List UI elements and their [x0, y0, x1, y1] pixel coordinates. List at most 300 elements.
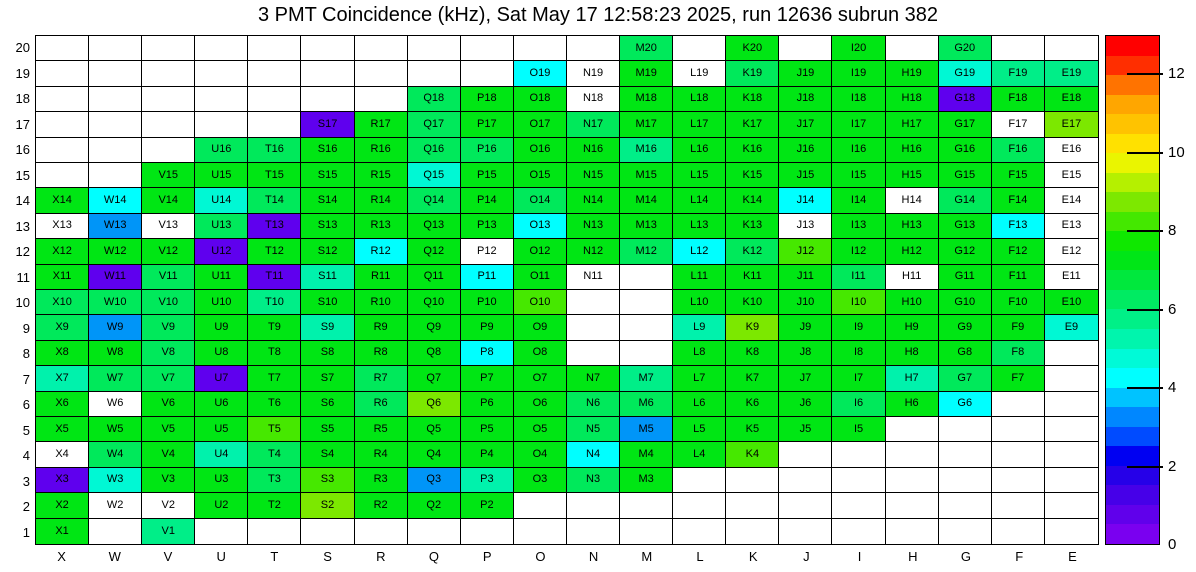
- heatmap-cell-H7: [886, 366, 939, 391]
- heatmap-cell-S1: [301, 519, 354, 544]
- heatmap-cell-U20: [195, 36, 248, 61]
- heatmap-cell-G5: [939, 417, 992, 442]
- heatmap-cell-N1: [567, 519, 620, 544]
- heatmap-cell-E11: [1045, 265, 1098, 290]
- heatmap-cell-K8: [726, 341, 779, 366]
- heatmap-cell-Q1: [408, 519, 461, 544]
- heatmap-cell-L17: [673, 112, 726, 137]
- cell-label: E17: [1061, 117, 1082, 130]
- heatmap-cell-X2: [36, 493, 89, 518]
- x-tick-label-V: V: [163, 549, 173, 564]
- heatmap-cell-E1: [1045, 519, 1098, 544]
- cell-label: R2: [373, 498, 388, 511]
- heatmap-cell-H3: [886, 468, 939, 493]
- heatmap-cell-E18: [1045, 87, 1098, 112]
- cell-label: R8: [373, 346, 388, 359]
- heatmap-cell-R16: [355, 138, 408, 163]
- cell-label: O19: [529, 67, 551, 80]
- heatmap-cell-I11: [832, 265, 885, 290]
- heatmap-cell-O15: [514, 163, 567, 188]
- cell-label: E16: [1061, 143, 1082, 156]
- colorbar-band: [1106, 407, 1159, 427]
- y-tick-label-12: 12: [15, 244, 30, 260]
- heatmap-cell-I19: [832, 61, 885, 86]
- colorbar-band: [1106, 231, 1159, 251]
- heatmap-cell-V15: [142, 163, 195, 188]
- colorbar-tick-label-4: 4: [1168, 379, 1177, 397]
- y-tick-label-9: 9: [22, 320, 30, 336]
- colorbar-band: [1106, 505, 1159, 525]
- heatmap-cell-H6: [886, 392, 939, 417]
- heatmap-cell-U9: [195, 315, 248, 340]
- heatmap-cell-J13: [779, 214, 832, 239]
- heatmap-cell-U4: [195, 442, 248, 467]
- cell-label: V13: [158, 219, 179, 232]
- heatmap-cell-K3: [726, 468, 779, 493]
- heatmap-cell-J4: [779, 442, 832, 467]
- heatmap-cell-S10: [301, 290, 354, 315]
- cell-label: H18: [901, 92, 922, 105]
- cell-label: G20: [954, 41, 976, 54]
- heatmap-cell-T20: [248, 36, 301, 61]
- heatmap-cell-K20: [726, 36, 779, 61]
- cell-label: N11: [583, 270, 603, 283]
- heatmap-cell-L8: [673, 341, 726, 366]
- heatmap-cell-K1: [726, 519, 779, 544]
- cell-label: J13: [796, 219, 815, 232]
- cell-label: U10: [211, 295, 232, 308]
- cell-label: H8: [904, 346, 919, 359]
- heatmap-cell-H11: [886, 265, 939, 290]
- cell-label: W5: [106, 422, 124, 435]
- heatmap-cell-F2: [992, 493, 1045, 518]
- heatmap-cell-T15: [248, 163, 301, 188]
- heatmap-cell-L7: [673, 366, 726, 391]
- cell-label: J12: [796, 244, 815, 257]
- cell-label: E13: [1061, 219, 1082, 232]
- heatmap-cell-O1: [514, 519, 567, 544]
- heatmap-cell-M11: [620, 265, 673, 290]
- heatmap-cell-H10: [886, 290, 939, 315]
- heatmap-cell-U19: [195, 61, 248, 86]
- cell-label: O5: [532, 422, 548, 435]
- cell-label: L8: [693, 346, 706, 359]
- cell-label: R11: [370, 270, 391, 283]
- cell-label: E15: [1061, 168, 1082, 181]
- heatmap-cell-M19: [620, 61, 673, 86]
- heatmap-cell-O6: [514, 392, 567, 417]
- heatmap-cell-W13: [89, 214, 142, 239]
- cell-label: E10: [1061, 295, 1082, 308]
- heatmap-cell-R20: [355, 36, 408, 61]
- y-tick-label-1: 1: [22, 524, 30, 540]
- heatmap-cell-P10: [461, 290, 514, 315]
- heatmap-cell-F1: [992, 519, 1045, 544]
- heatmap-cell-Q9: [408, 315, 461, 340]
- cell-label: V6: [161, 397, 175, 410]
- heatmap-cell-U16: [195, 138, 248, 163]
- cell-label: G17: [954, 117, 976, 130]
- heatmap-cell-P17: [461, 112, 514, 137]
- heatmap-cell-V16: [142, 138, 195, 163]
- cell-label: P4: [480, 448, 494, 461]
- cell-label: S8: [320, 346, 335, 359]
- heatmap-cell-F15: [992, 163, 1045, 188]
- heatmap-cell-X16: [36, 138, 89, 163]
- heatmap-cell-J9: [779, 315, 832, 340]
- heatmap-cell-O13: [514, 214, 567, 239]
- heatmap-cell-G15: [939, 163, 992, 188]
- cell-label: U14: [211, 194, 232, 207]
- cell-label: N19: [582, 67, 604, 80]
- cell-label: N16: [582, 143, 604, 156]
- cell-label: R17: [370, 117, 391, 130]
- y-tick-label-17: 17: [15, 116, 30, 132]
- heatmap-cell-Q14: [408, 188, 461, 213]
- y-tick-label-8: 8: [22, 346, 30, 362]
- heatmap-cell-Q16: [408, 138, 461, 163]
- cell-label: Q8: [426, 346, 442, 359]
- heatmap-cell-F18: [992, 87, 1045, 112]
- cell-label: U4: [214, 448, 229, 461]
- cell-label: X2: [55, 498, 69, 511]
- heatmap-cell-E19: [1045, 61, 1098, 86]
- heatmap-cell-W16: [89, 138, 142, 163]
- heatmap-cell-Q19: [408, 61, 461, 86]
- cell-label: T15: [264, 168, 284, 181]
- heatmap-cell-W8: [89, 341, 142, 366]
- cell-label: S17: [317, 117, 338, 130]
- heatmap-cell-J3: [779, 468, 832, 493]
- x-tick-label-P: P: [482, 549, 492, 564]
- x-tick-label-U: U: [216, 549, 226, 564]
- cell-label: Q4: [426, 448, 442, 461]
- cell-label: T9: [268, 321, 281, 334]
- colorbar-tick-label-10: 10: [1168, 143, 1185, 161]
- heatmap-cell-I12: [832, 239, 885, 264]
- cell-label: I6: [853, 397, 864, 410]
- x-tick-label-Q: Q: [428, 549, 440, 564]
- cell-label: G12: [954, 244, 976, 257]
- heatmap-cell-I13: [832, 214, 885, 239]
- cell-label: I19: [850, 67, 867, 80]
- cell-label: O11: [529, 270, 550, 283]
- cell-label: W3: [106, 473, 124, 486]
- cell-label: K5: [745, 422, 760, 435]
- colorbar-band: [1106, 290, 1159, 310]
- cell-label: G18: [954, 92, 976, 105]
- colorbar-band: [1106, 309, 1159, 329]
- cell-label: I17: [850, 117, 867, 130]
- heatmap-cell-Q18: [408, 87, 461, 112]
- colorbar-band: [1106, 56, 1159, 76]
- cell-label: E18: [1061, 92, 1082, 105]
- heatmap-cell-P12: [461, 239, 514, 264]
- heatmap-cell-I16: [832, 138, 885, 163]
- heatmap-cell-Q4: [408, 442, 461, 467]
- cell-label: J14: [796, 194, 815, 207]
- heatmap-cell-Q10: [408, 290, 461, 315]
- heatmap-cell-R5: [355, 417, 408, 442]
- heatmap-cell-R6: [355, 392, 408, 417]
- cell-label: Q14: [423, 194, 445, 207]
- heatmap-cell-Q12: [408, 239, 461, 264]
- heatmap-cell-S16: [301, 138, 354, 163]
- cell-label: W8: [106, 346, 124, 359]
- cell-label: P5: [480, 422, 494, 435]
- cell-label: I8: [853, 346, 864, 359]
- cell-label: X11: [52, 270, 72, 283]
- cell-label: S4: [320, 448, 335, 461]
- heatmap-cell-E20: [1045, 36, 1098, 61]
- colorbar-tick-line-12: [1127, 73, 1163, 75]
- cell-label: L13: [690, 219, 709, 232]
- heatmap-cell-R11: [355, 265, 408, 290]
- heatmap-cell-W19: [89, 61, 142, 86]
- heatmap-cell-O11: [514, 265, 567, 290]
- heatmap-cell-J11: [779, 265, 832, 290]
- cell-label: P6: [480, 397, 494, 410]
- colorbar-band: [1106, 446, 1159, 466]
- heatmap-cell-M4: [620, 442, 673, 467]
- heatmap-cell-S5: [301, 417, 354, 442]
- heatmap-cell-K19: [726, 61, 779, 86]
- cell-label: V12: [158, 244, 179, 257]
- heatmap-cell-E8: [1045, 341, 1098, 366]
- y-tick-label-16: 16: [15, 142, 30, 158]
- cell-label: T6: [268, 397, 281, 410]
- heatmap-cell-O14: [514, 188, 567, 213]
- heatmap-cell-T6: [248, 392, 301, 417]
- cell-label: S10: [317, 295, 338, 308]
- heatmap-cell-N11: [567, 265, 620, 290]
- heatmap-cell-G3: [939, 468, 992, 493]
- heatmap-cell-J16: [779, 138, 832, 163]
- cell-label: N6: [586, 397, 601, 410]
- cell-label: G11: [954, 270, 975, 283]
- heatmap-cell-N10: [567, 290, 620, 315]
- y-tick-label-14: 14: [15, 193, 30, 209]
- cell-label: K4: [745, 448, 760, 461]
- y-tick-label-3: 3: [22, 473, 30, 489]
- heatmap-cell-X11: [36, 265, 89, 290]
- heatmap-cell-T3: [248, 468, 301, 493]
- x-tick-label-R: R: [376, 549, 386, 564]
- cell-label: O13: [529, 219, 551, 232]
- cell-label: F9: [1011, 321, 1025, 334]
- heatmap-cell-N4: [567, 442, 620, 467]
- cell-label: Q9: [426, 321, 442, 334]
- heatmap-cell-U17: [195, 112, 248, 137]
- heatmap-cell-N13: [567, 214, 620, 239]
- heatmap-cell-N18: [567, 87, 620, 112]
- heatmap-cell-Q5: [408, 417, 461, 442]
- heatmap-cell-N17: [567, 112, 620, 137]
- cell-label: G7: [957, 371, 973, 384]
- heatmap-cell-M10: [620, 290, 673, 315]
- heatmap-cell-L14: [673, 188, 726, 213]
- heatmap-cell-L1: [673, 519, 726, 544]
- heatmap-cell-O19: [514, 61, 567, 86]
- heatmap-cell-T11: [248, 265, 301, 290]
- cell-label: V2: [161, 498, 175, 511]
- cell-label: X12: [52, 244, 72, 257]
- heatmap-cell-X10: [36, 290, 89, 315]
- cell-label: M15: [635, 168, 657, 181]
- heatmap-cell-E12: [1045, 239, 1098, 264]
- heatmap-cell-X6: [36, 392, 89, 417]
- colorbar-tick-line-2: [1127, 466, 1163, 468]
- heatmap-cell-E3: [1045, 468, 1098, 493]
- heatmap-cell-L3: [673, 468, 726, 493]
- heatmap-cell-U18: [195, 87, 248, 112]
- cell-label: P7: [480, 371, 494, 384]
- heatmap-cell-P7: [461, 366, 514, 391]
- heatmap-cell-J18: [779, 87, 832, 112]
- cell-label: R14: [370, 194, 391, 207]
- y-tick-label-7: 7: [22, 371, 30, 387]
- heatmap-cell-U8: [195, 341, 248, 366]
- heatmap-cell-M2: [620, 493, 673, 518]
- cell-label: U3: [214, 473, 229, 486]
- colorbar-tick-line-4: [1127, 387, 1163, 389]
- cell-label: V1: [161, 524, 175, 537]
- heatmap-cell-O8: [514, 341, 567, 366]
- heatmap-cell-I4: [832, 442, 885, 467]
- cell-label: G16: [954, 143, 976, 156]
- cell-label: N3: [586, 473, 601, 486]
- heatmap-cell-F11: [992, 265, 1045, 290]
- cell-label: X5: [55, 422, 69, 435]
- heatmap-cell-J8: [779, 341, 832, 366]
- cell-label: V5: [161, 422, 175, 435]
- heatmap-cell-M3: [620, 468, 673, 493]
- cell-label: Q10: [423, 295, 445, 308]
- cell-label: G15: [954, 168, 976, 181]
- heatmap-cell-P6: [461, 392, 514, 417]
- heatmap-cell-H12: [886, 239, 939, 264]
- cell-label: N18: [582, 92, 604, 105]
- colorbar-band: [1106, 466, 1159, 486]
- heatmap-cell-F8: [992, 341, 1045, 366]
- heatmap-cell-G1: [939, 519, 992, 544]
- heatmap-cell-M12: [620, 239, 673, 264]
- heatmap-cell-U6: [195, 392, 248, 417]
- heatmap-cell-G6: [939, 392, 992, 417]
- heatmap-cell-H4: [886, 442, 939, 467]
- y-tick-label-15: 15: [15, 167, 30, 183]
- cell-label: J19: [796, 67, 815, 80]
- heatmap-cell-J12: [779, 239, 832, 264]
- heatmap-cell-W7: [89, 366, 142, 391]
- cell-label: Q16: [423, 143, 445, 156]
- heatmap-cell-K2: [726, 493, 779, 518]
- cell-label: H19: [901, 67, 922, 80]
- cell-label: V14: [158, 194, 179, 207]
- heatmap-cell-T14: [248, 188, 301, 213]
- cell-label: T3: [268, 473, 281, 486]
- cell-label: J8: [799, 346, 812, 359]
- x-tick-label-L: L: [696, 549, 704, 564]
- heatmap-cell-R12: [355, 239, 408, 264]
- heatmap-cell-G12: [939, 239, 992, 264]
- heatmap-cell-P18: [461, 87, 514, 112]
- heatmap-cell-F13: [992, 214, 1045, 239]
- cell-label: J15: [796, 168, 815, 181]
- cell-label: J7: [799, 371, 812, 384]
- cell-label: N13: [582, 219, 604, 232]
- heatmap-cell-K12: [726, 239, 779, 264]
- cell-label: U9: [214, 321, 229, 334]
- heatmap-cell-K16: [726, 138, 779, 163]
- colorbar-tick-label-0: 0: [1168, 536, 1177, 553]
- cell-label: H15: [901, 168, 922, 181]
- cell-label: X9: [55, 321, 69, 334]
- heatmap-cell-W17: [89, 112, 142, 137]
- cell-label: K7: [745, 371, 760, 384]
- heatmap-cell-T16: [248, 138, 301, 163]
- cell-label: L16: [690, 143, 709, 156]
- colorbar-band: [1106, 173, 1159, 193]
- heatmap-cell-P9: [461, 315, 514, 340]
- heatmap-cell-W5: [89, 417, 142, 442]
- cell-label: I11: [851, 270, 866, 283]
- heatmap-cell-J15: [779, 163, 832, 188]
- heatmap-cell-L18: [673, 87, 726, 112]
- cell-label: M13: [635, 219, 657, 232]
- heatmap-cell-I17: [832, 112, 885, 137]
- cell-label: I18: [850, 92, 867, 105]
- heatmap-cell-G9: [939, 315, 992, 340]
- heatmap-cell-F20: [992, 36, 1045, 61]
- heatmap-cell-W4: [89, 442, 142, 467]
- cell-label: Q18: [423, 92, 445, 105]
- cell-label: Q2: [426, 498, 442, 511]
- heatmap-cell-M7: [620, 366, 673, 391]
- heatmap-cell-E6: [1045, 392, 1098, 417]
- cell-label: P15: [477, 168, 497, 181]
- cell-label: T10: [264, 295, 284, 308]
- cell-label: Q13: [423, 219, 445, 232]
- heatmap-cell-K6: [726, 392, 779, 417]
- cell-label: W4: [106, 448, 124, 461]
- heatmap-cell-R9: [355, 315, 408, 340]
- cell-label: P8: [480, 346, 494, 359]
- heatmap-cell-L10: [673, 290, 726, 315]
- heatmap-cell-V13: [142, 214, 195, 239]
- cell-label: V9: [161, 321, 175, 334]
- heatmap-cell-K9: [726, 315, 779, 340]
- colorbar-band: [1106, 270, 1159, 290]
- heatmap-cell-L9: [673, 315, 726, 340]
- heatmap-cell-F7: [992, 366, 1045, 391]
- cell-label: S14: [317, 194, 338, 207]
- heatmap-cell-U11: [195, 265, 248, 290]
- heatmap-cell-T7: [248, 366, 301, 391]
- cell-label: M14: [635, 194, 657, 207]
- x-tick-label-G: G: [960, 549, 972, 564]
- cell-label: T14: [264, 194, 284, 207]
- x-tick-label-N: N: [588, 549, 599, 564]
- heatmap-cell-V19: [142, 61, 195, 86]
- heatmap-cell-I20: [832, 36, 885, 61]
- heatmap-cell-E15: [1045, 163, 1098, 188]
- cell-label: J5: [799, 422, 812, 435]
- cell-label: W11: [104, 270, 127, 283]
- heatmap-cell-E7: [1045, 366, 1098, 391]
- cell-label: F18: [1008, 92, 1028, 105]
- heatmap-cell-G2: [939, 493, 992, 518]
